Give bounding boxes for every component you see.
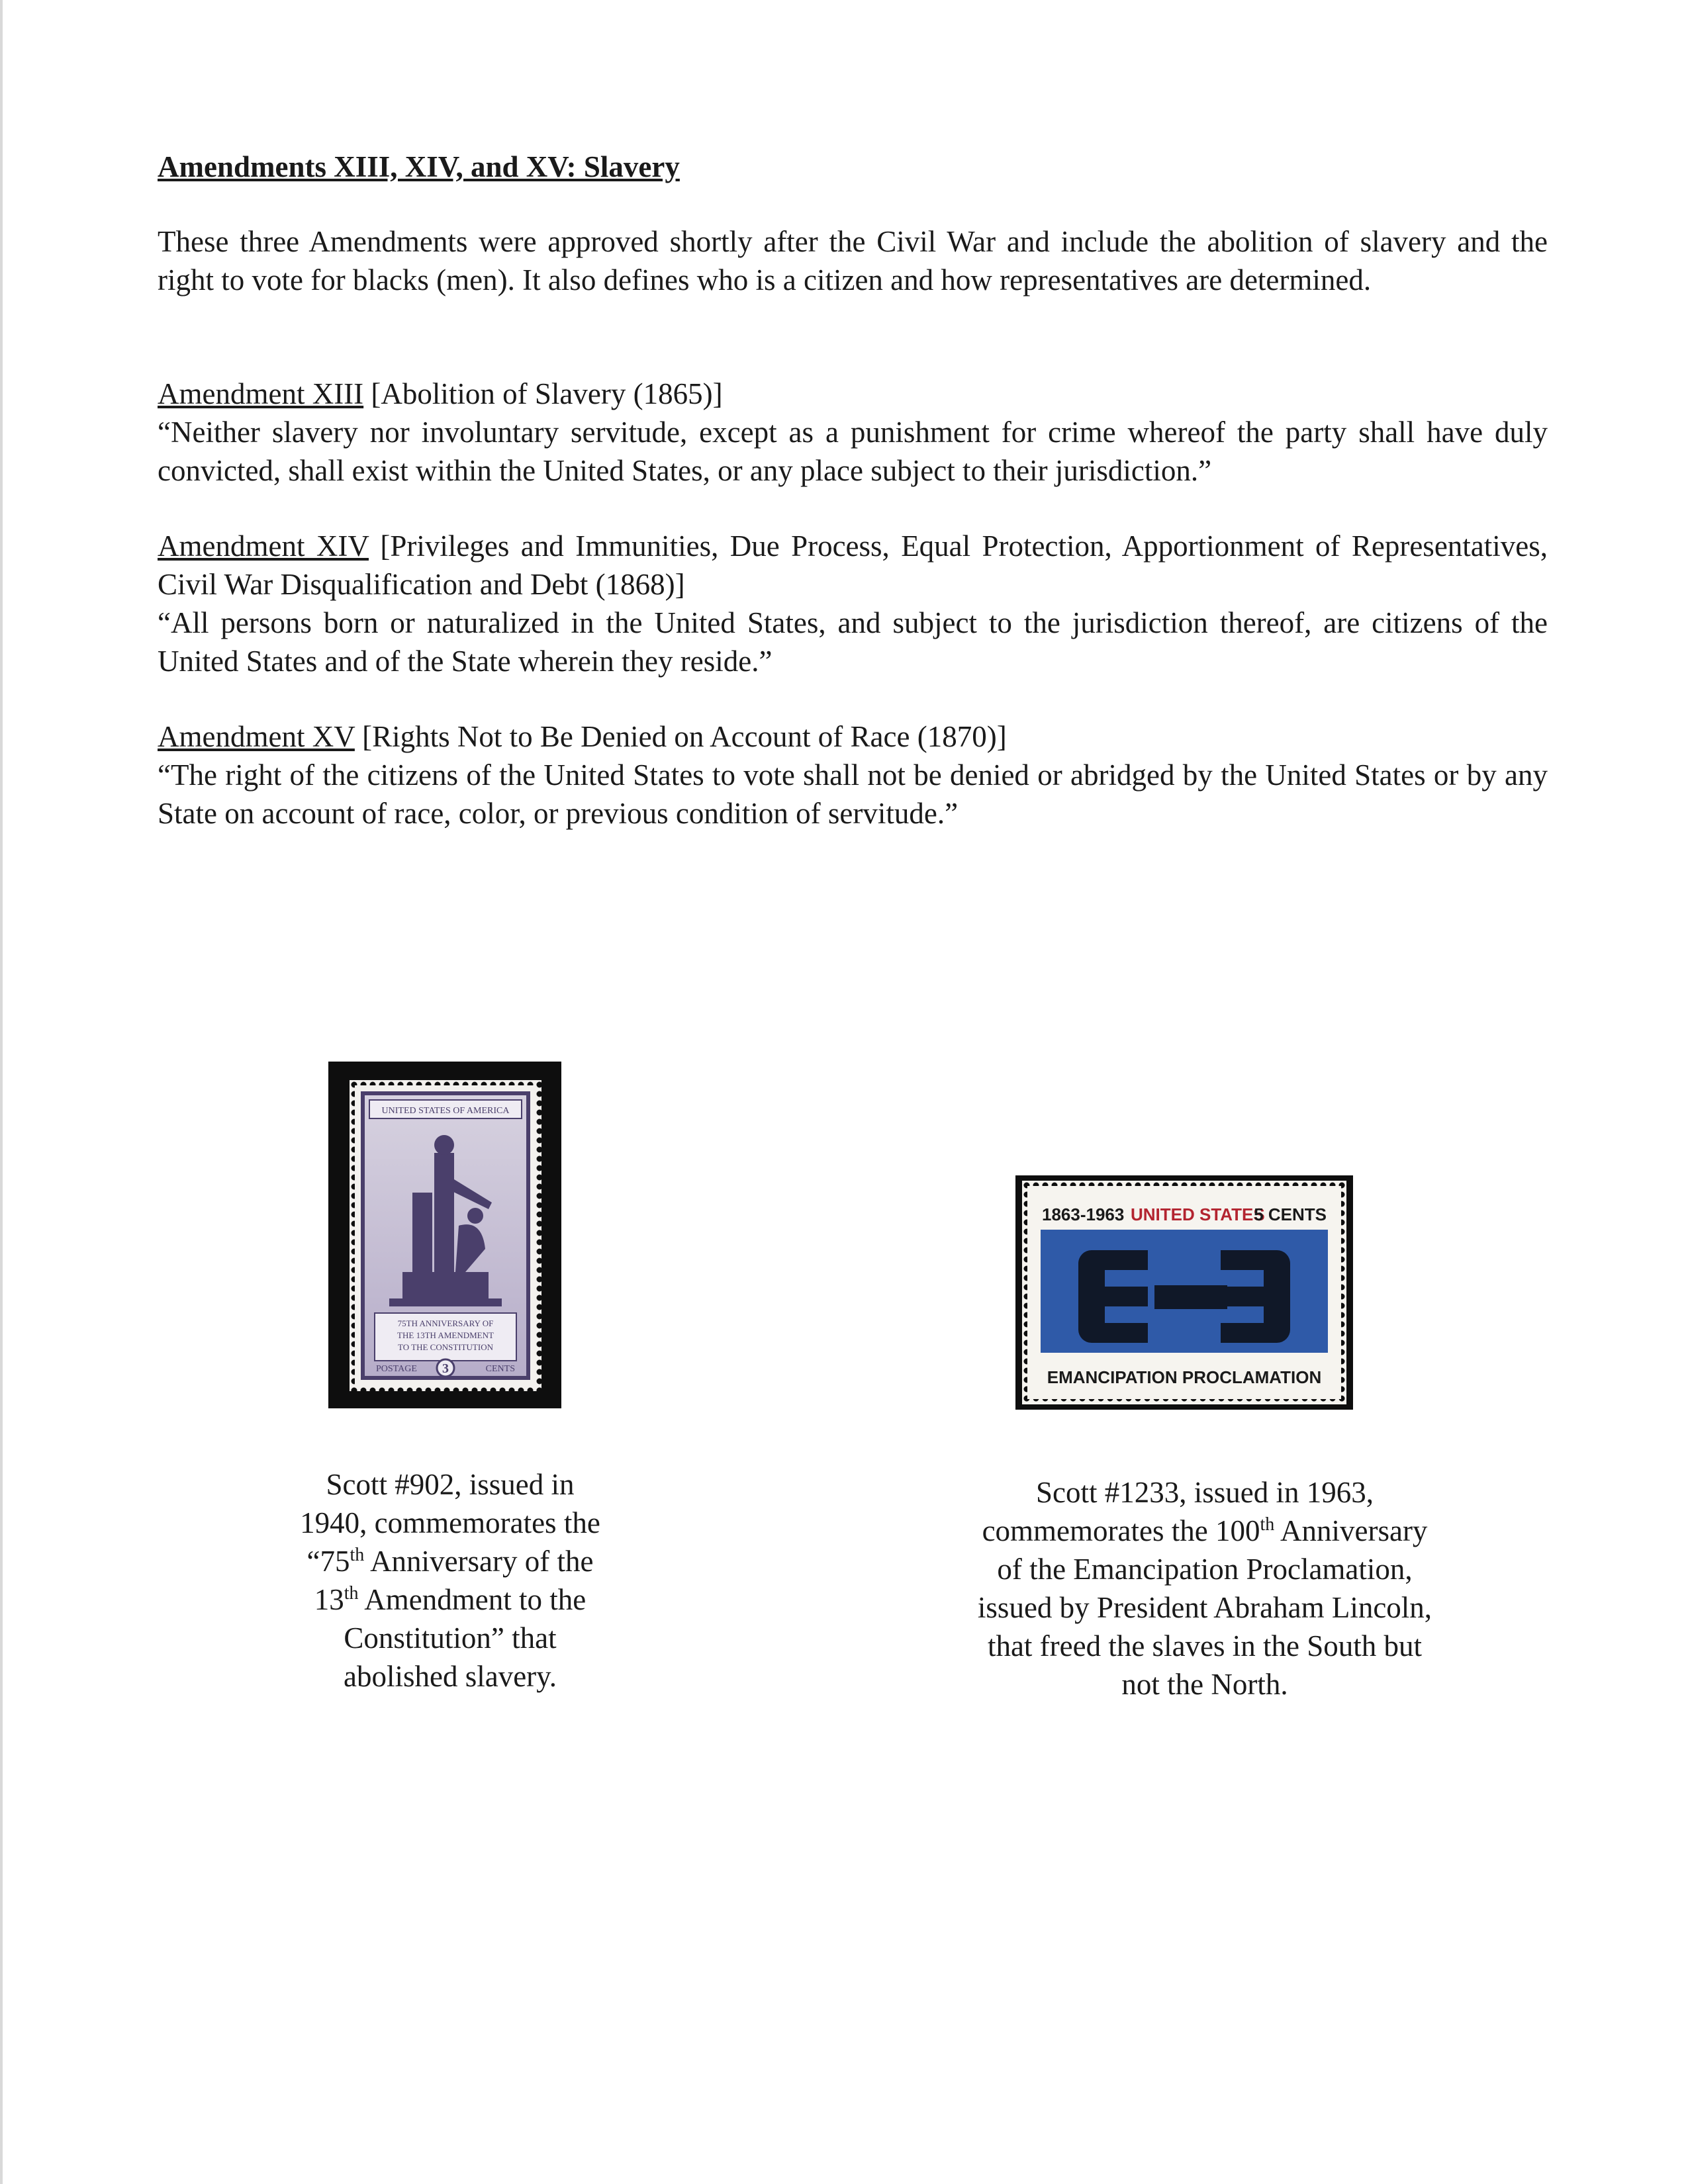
caption-right-line-3: of the Emancipation Proclamation, [997, 1553, 1413, 1586]
scan-edge [0, 0, 3, 2184]
stamp-right-country: UNITED STATES [1131, 1205, 1265, 1224]
amendment-xiv-name: Amendment XIV [158, 529, 369, 563]
stamp-left-cents: CENTS [485, 1364, 515, 1374]
amendment-xv-subtitle: [Rights Not to Be Denied on Account of Race (1870)] [362, 720, 1007, 753]
stamp-scott-1233 [1022, 1181, 1346, 1404]
amendment-xiv-quote: “All persons born or naturalized in the United States, and subject to the jurisdiction thereof, are citizens of the United States and of the State wherein they reside.” [158, 606, 1548, 678]
stamp-left-inscription-3: TO THE CONSTITUTION [398, 1342, 493, 1352]
stamp-left-postage: POSTAGE [376, 1364, 417, 1374]
caption-left-line-2: 1940, commemorates the [300, 1506, 600, 1539]
caption-right-line-1: Scott #1233, issued in 1963, [1035, 1476, 1374, 1509]
caption-right-line-4: issued by President Abraham Lincoln, [977, 1591, 1432, 1624]
page-heading: Amendments XIII, XIV, and XV: Slavery [158, 150, 680, 183]
caption-right-line-2: commemorates the 100th Anniversary [982, 1514, 1428, 1547]
amendment-xiii-name: Amendment XIII [158, 377, 364, 410]
stamp-scott-902 [350, 1080, 541, 1391]
stamp-right-years: 1863-1963 [1042, 1205, 1125, 1224]
stamp-left-value: 3 [442, 1361, 449, 1376]
caption-left-line-5: Constitution” that [344, 1621, 557, 1655]
amendment-xiv-block [158, 527, 1548, 680]
caption-left-line-3: “75th Anniversary of the [306, 1545, 594, 1578]
stamp-right-bottom-label: EMANCIPATION PROCLAMATION [1047, 1367, 1322, 1387]
caption-left-line-4: 13th Amendment to the [314, 1583, 586, 1616]
amendment-xv-quote: “The right of the citizens of the United States to vote shall not be denied or abridged by the United States or by any State on account of race, color, or previous condition of servitude.” [158, 758, 1548, 830]
caption-scott-1233 [933, 1473, 1476, 1704]
stamp-right-value: 5 CENTS [1254, 1205, 1327, 1224]
stamp-left-inscription-1: 75TH ANNIVERSARY OF [397, 1318, 494, 1328]
amendment-xv-block [158, 717, 1548, 833]
caption-right-line-6: not the North. [1121, 1668, 1288, 1701]
amendment-xiv-title [158, 527, 1548, 604]
caption-left-line-1: Scott #902, issued in [326, 1468, 575, 1501]
amendment-xiii-subtitle: [Abolition of Slavery (1865)] [371, 377, 723, 410]
amendment-xv-title [158, 717, 1548, 756]
caption-right-line-5: that freed the slaves in the South but [987, 1629, 1423, 1662]
intro-text: These three Amendments were approved shortly after the Civil War and include the abolition of slavery and the right to vote for blacks (men). It also defines who is a citizen and how representatives are determined. [158, 225, 1548, 296]
stamp-left-inscription-2: THE 13TH AMENDMENT [397, 1330, 494, 1340]
caption-left-line-6: abolished slavery. [344, 1660, 557, 1693]
amendment-xiii-title [158, 375, 1548, 413]
amendment-xiv-subtitle: [Privileges and Immunities, Due Process, Equal Protection, Apportionment of Representatives, Civil War Disqualification and Debt (1868)] [158, 529, 1548, 601]
amendment-xiii-block [158, 375, 1548, 490]
stamp-left-top-label: UNITED STATES OF AMERICA [381, 1106, 510, 1116]
amendment-xiii-quote: “Neither slavery nor involuntary servitude, except as a punishment for crime whereof the party shall have duly convicted, shall exist within the United States, or any place subject to their jurisdiction.” [158, 416, 1548, 487]
amendment-xv-name: Amendment XV [158, 720, 355, 753]
caption-scott-902 [258, 1465, 642, 1696]
intro-paragraph [158, 222, 1548, 299]
